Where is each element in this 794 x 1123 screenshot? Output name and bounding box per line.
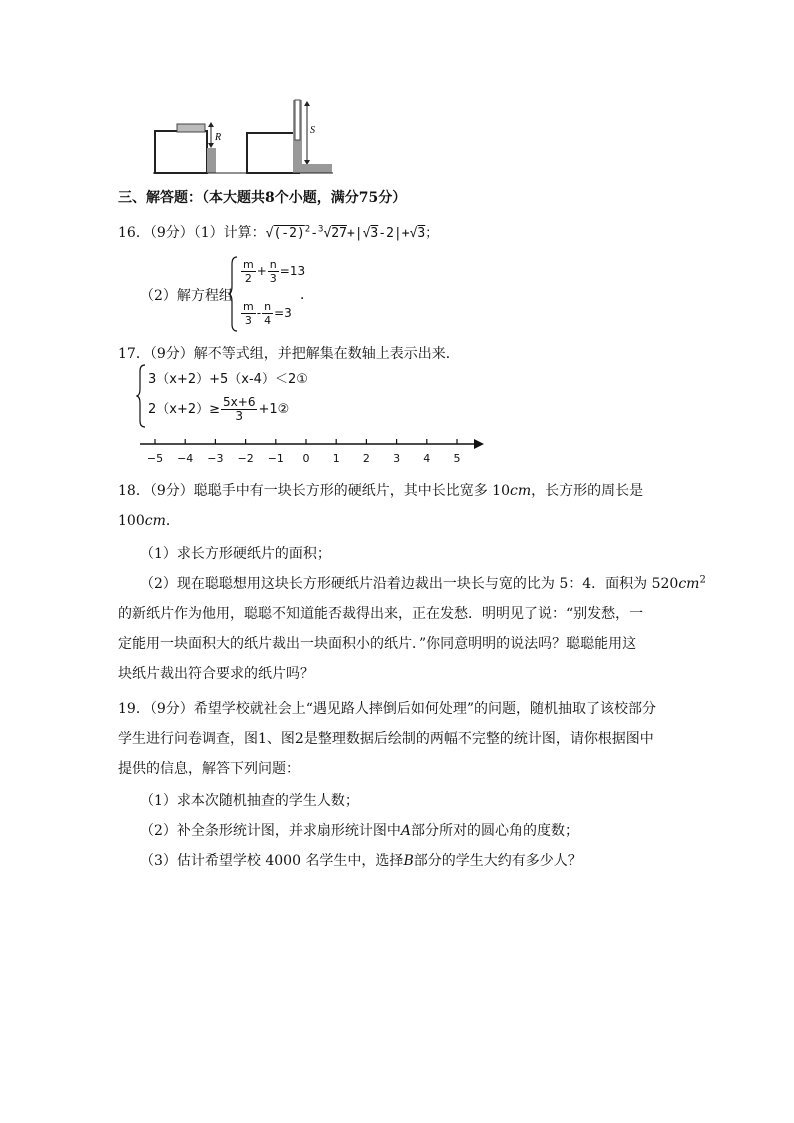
q17-text: 17．（9分）解不等式组，并把解集在数轴上表示出来． [118,346,460,362]
q19-part2: （2）补全条形统计图，并求扇形统计图中A部分所对的圆心角的度数； [140,823,580,839]
q18-part2-c: 定能用一块面积大的纸片裁出一块面积小的纸片．”你同意明明的说法吗？聪聪能用这 [118,636,637,652]
number-line-tick-label: −5 [146,452,164,465]
q16-expr: $√(-2)^2-^3√27+|√3-2|+√3$； [265,224,439,241]
floor-step [302,164,332,173]
q18-part1: （1）求长方形硬纸片的面积； [140,546,331,562]
number-line-tick-label: 0 [302,452,310,465]
wall-inner [295,100,300,140]
box-on-top [177,124,205,132]
q16-eq2: $\frac{m}{3}$ - $\frac{n}{4}$ =3 [243,300,292,327]
brace-icon [228,256,238,332]
number-line-tick-label: −3 [207,452,224,465]
q19-part1: （1）求本次随机抽查的学生人数； [140,793,359,809]
number-line-tick-label: −4 [177,452,194,465]
number-line [138,434,488,454]
step-left [207,148,216,173]
q19-line2: 学生进行问卷调查，图1、图2是整理数据后绘制的两幅不完整的统计图，请你根据图中 [118,731,654,747]
label-s: S [310,125,315,136]
q16-number: 16．（9分）（1）计算： [118,225,266,241]
q18-part2-a: （2）现在聪聪想用这块长方形硬纸片沿着边裁出一块长与宽的比为 5：4．面积为 $520cm^2$ [140,574,706,592]
q19-line1: 19．（9分）希望学校就社会上“遇见路人摔倒后如何处理”的问题，随机抽取了该校部分 [118,701,657,717]
q17-ineq2: 2（x+2）≥ $\frac{5x+6}{3}$ +1② [148,395,290,423]
q16-period: ． [300,287,314,303]
label-r: R [215,132,222,143]
number-line-tick-label: 3 [393,452,401,465]
q19-line3: 提供的信息，解答下列问题： [118,761,300,777]
block-left [155,131,207,173]
block-right [247,133,299,173]
section-heading: 三、解答题：（本大题共8个小题，满分75分） [118,190,407,206]
number-line-tick-label: 1 [332,452,340,465]
q16-part2-label: （2）解方程组 [140,288,233,304]
q18-part2-b: 的新纸片作为他用，聪聪不知道能否裁得出来，正在发愁．明明见了说：“别发愁，一 [118,606,644,622]
step-diagram [135,98,335,176]
number-line-tick-label: 4 [423,452,431,465]
q18-line1: 18．（9分）聪聪手中有一块长方形的硬纸片，其中长比宽多 10cm，长方形的周长是 [118,483,644,499]
q18-part2-d: 块纸片裁出符合要求的纸片吗？ [118,666,314,682]
number-line-tick-label: −2 [237,452,254,465]
q16-line1 [118,222,438,242]
q16-eq1: $\frac{m}{2}$ + $\frac{n}{3}$ =13 [243,258,306,285]
number-line-tick-label: 5 [453,452,461,465]
number-line-tick-label: −1 [267,452,284,465]
q19-part3: （3）估计希望学校 4000 名学生中，选择B部分的学生大约有多少人？ [140,853,582,869]
number-line-tick-label: 2 [362,452,370,465]
q18-line2: 100cm． [118,513,180,529]
brace-icon [136,364,146,428]
q17-ineq1: 3（x+2）+5（x-4）＜2① [148,372,308,387]
